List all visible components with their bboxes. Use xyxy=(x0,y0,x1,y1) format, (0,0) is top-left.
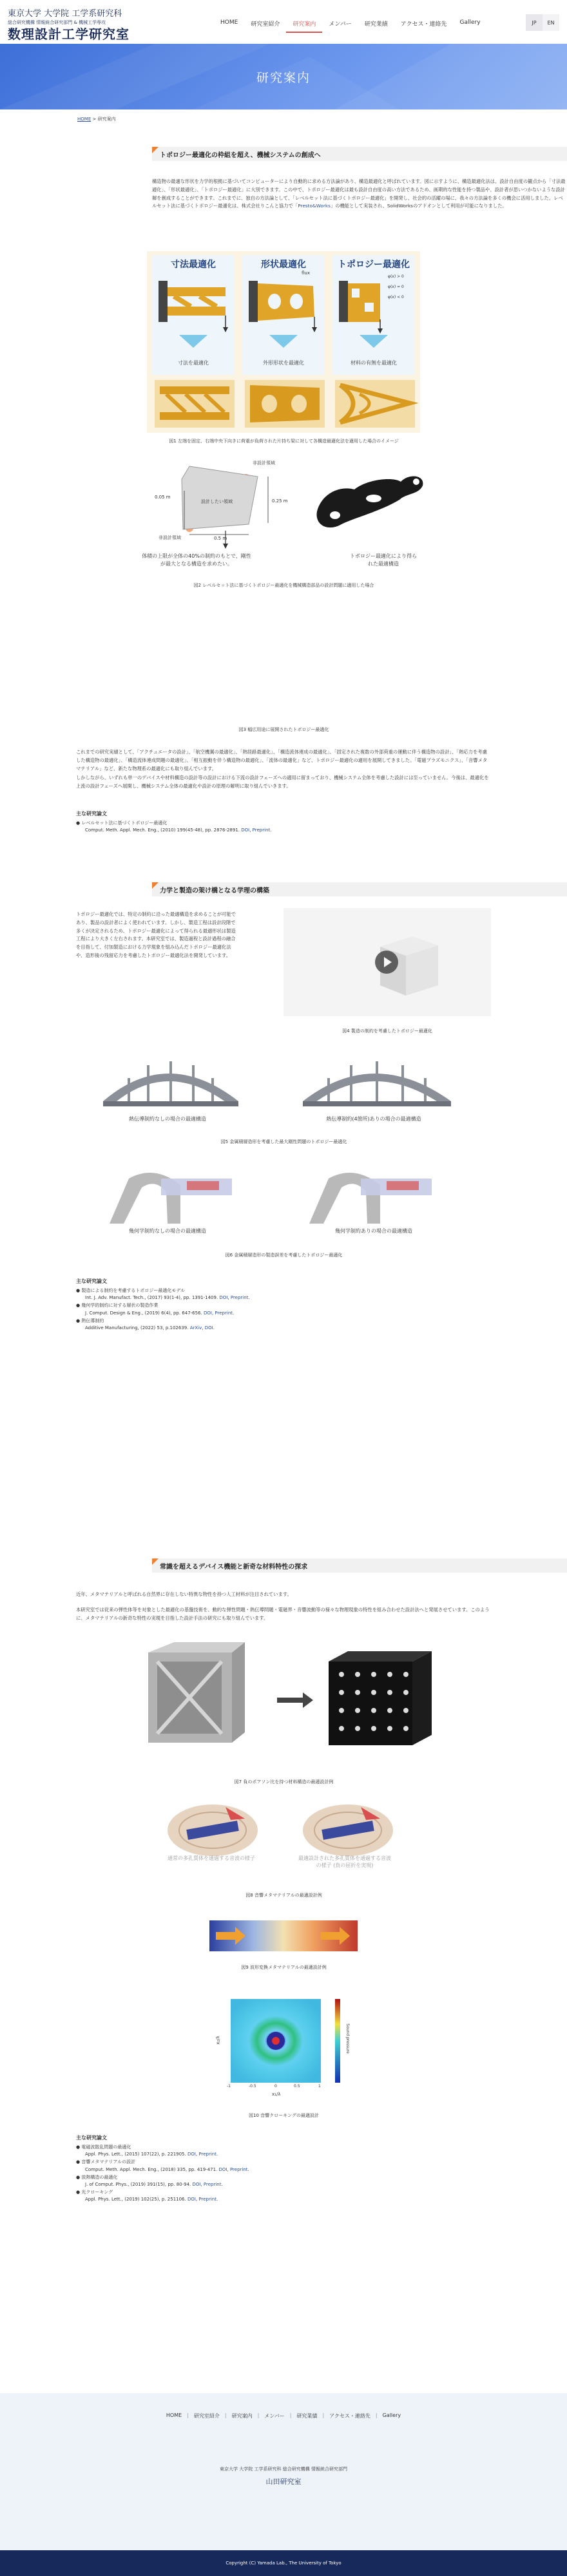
nav-access[interactable]: アクセス・連絡先 xyxy=(400,21,447,28)
page-hero xyxy=(0,44,567,109)
paper-item xyxy=(76,2159,492,2173)
footer-nav: HOME | 研究室紹介 | 研究案内 | メンバー | 研究業績 | アクセス・連絡先 | Gallery xyxy=(0,2393,567,2420)
phi-zero-label: φ(x) = 0 xyxy=(388,285,404,289)
play-icon[interactable] xyxy=(375,951,398,974)
arxiv-link[interactable]: ArXiv xyxy=(189,1325,202,1331)
paper-item xyxy=(76,1287,492,1302)
panel-topology-optimization xyxy=(332,255,415,383)
paper-item xyxy=(76,1318,492,1332)
paper-journal: Appl. Phys. Lett., (2015) 107(22), p. 221905. DOI, Preprint. xyxy=(85,2152,218,2157)
footer-lab-name: 山田研究室 xyxy=(265,2477,302,2486)
doi-link[interactable]: DOI xyxy=(241,828,250,833)
papers-heading: 主な研究論文 xyxy=(76,1278,107,1284)
acoustic-right-label: 最適設計された多孔質体を通過する音波の様子 (負の屈折を実現) xyxy=(298,1855,391,1869)
preprint-link[interactable]: Preprint xyxy=(230,1295,249,1301)
nav-members[interactable]: メンバー xyxy=(329,21,352,28)
paper-item xyxy=(76,2189,492,2203)
figure-negative-poisson xyxy=(135,1642,445,1771)
geometry-right-label: 幾何学制約ありの場合の最適構造 xyxy=(335,1228,412,1234)
panel-topology-label: 材料の有無を最適化 xyxy=(351,360,397,366)
section-metamaterials xyxy=(152,1558,567,1573)
papers-heading: 主な研究論文 xyxy=(76,2135,107,2141)
presto-works-link[interactable]: Presto&Works xyxy=(298,203,331,209)
paper-journal: Appl. Phys. Lett., (2019) 102(25), p. 251106. DOI, Preprint. xyxy=(85,2197,218,2202)
video-player[interactable] xyxy=(284,908,491,1016)
doi-link[interactable]: DOI xyxy=(204,1310,212,1316)
bridge-right-label: 熱伝導制約(4箇所)ありの場合の最適構造 xyxy=(326,1116,421,1122)
figure8-caption: 図8 音響メタマテリアルの最適設計例 xyxy=(245,1893,322,1898)
cloaking-xlabel: x₁/λ xyxy=(272,2092,281,2097)
footer-nav-publications[interactable]: 研究業績 xyxy=(296,2413,318,2419)
cloaking-ylabel: x₂/λ xyxy=(215,2036,221,2045)
paper-title: ● 製造による制約を考慮するトポロジー最適化モデル xyxy=(76,1288,185,1293)
site-footer xyxy=(0,2393,567,2576)
tick-label: 0.5 xyxy=(294,2084,300,2088)
size-optimization-diagram xyxy=(152,270,235,367)
figure-optimization-types xyxy=(147,251,420,386)
figure5-caption: 図5 金属積層造形を考慮した最大剛性問題のトポロジー最適化 xyxy=(220,1139,347,1144)
global-nav xyxy=(214,19,487,33)
doi-link[interactable]: DOI xyxy=(204,1325,213,1331)
intro-text-b: 」の機能として実装され、SolidWorksのアドオンとして利用が可能になりました。 xyxy=(330,203,507,209)
design-problem-description: 体積の上限が全体の40%の制約のもとで、剛性が最大となる構造を求めたい。 xyxy=(142,553,251,567)
figure-design-problem xyxy=(122,453,445,550)
section-topology xyxy=(152,147,567,211)
tick-label: 0 xyxy=(274,2084,277,2088)
footer-address: 東京大学 大学院 工学系研究科 総合研究機構 情報統合研究部門 xyxy=(220,2467,347,2472)
design-region-label: 設計したい領域 xyxy=(201,499,233,504)
footer-nav-members[interactable]: メンバー xyxy=(264,2413,285,2419)
section-heading: トポロジー最適化の枠組を超え、機械システムの創成へ xyxy=(152,147,567,161)
panel-size-label: 寸法を最適化 xyxy=(178,360,209,366)
paper-title: ● レベルセット法に基づくトポロジー最適化 xyxy=(76,820,168,826)
sec1-papers xyxy=(76,799,492,834)
copyright: Copyright (C) Yamada Lab., The University of Tokyo xyxy=(0,2550,567,2576)
figure3-caption: 図3 幅広用途に展開されたトポロジー最適化 xyxy=(238,727,329,732)
breadcrumb-current: 研究案内 xyxy=(97,117,116,122)
panel-shape-label: 外形形状を最適化 xyxy=(263,360,304,366)
figure-optimization-results xyxy=(147,375,420,433)
lang-en-button[interactable]: EN xyxy=(543,14,559,31)
nav-home[interactable]: HOME xyxy=(220,19,238,26)
paper-journal: Additive Manufacturing, (2022) 53, p.102639. ArXiv, DOI. xyxy=(85,1325,215,1331)
panel-topology-title: トポロジー最適化 xyxy=(338,260,410,270)
tick-label: -1 xyxy=(227,2084,231,2088)
papers-heading: 主な研究論文 xyxy=(76,811,107,817)
paper-title: ● 電磁波散乱問題の最適化 xyxy=(76,2145,131,2150)
breadcrumb-separator: > xyxy=(92,117,97,122)
figure-bridge-structures xyxy=(90,1039,477,1110)
preprint-link[interactable]: Preprint xyxy=(198,2152,216,2157)
panel-shape-title: 形状最適化 xyxy=(261,260,306,270)
figure4-caption: 図4 製造の制約を考慮したトポロジー最適化 xyxy=(342,1028,432,1034)
flux-label: flux xyxy=(302,270,310,276)
nondesign-bottom-label: 非設計領域 xyxy=(159,535,181,540)
figure2-caption: 図2 レベルセット法に基づくトポロジー最適化を機械構造部品の設計問題に適用した場合 xyxy=(193,583,374,588)
nondesign-top-label: 非設計領域 xyxy=(253,460,275,466)
figure-manufacturing-error xyxy=(90,1159,477,1230)
phi-positive-label: φ(x) > 0 xyxy=(388,274,404,279)
doi-link[interactable]: DOI xyxy=(218,2166,227,2172)
paper-title: ● 放熱構造の最適化 xyxy=(76,2174,118,2180)
footer-nav-gallery[interactable]: Gallery xyxy=(382,2412,401,2418)
doi-link[interactable]: DOI xyxy=(187,2197,196,2202)
optimal-structure-description: トポロジー最適化により得られた最適構造 xyxy=(350,553,417,567)
preprint-link[interactable]: Preprint xyxy=(252,828,271,833)
sec3-papers xyxy=(76,2123,492,2204)
footer-nav-access[interactable]: アクセス・連絡先 xyxy=(329,2413,370,2419)
footer-nav-lab-intro[interactable]: 研究室紹介 xyxy=(193,2413,220,2419)
paper-journal: Comput. Meth. Appl. Mech. Eng., (2018) 335, pp. 419-471. DOI, Preprint. xyxy=(85,2166,249,2172)
paper-journal: Int. J. Adv. Manufact. Tech., (2017) 93(1-4), pp. 1391-1409. DOI, Preprint. xyxy=(85,1295,250,1301)
dimension-label-3: 0.5 m xyxy=(214,536,227,541)
dimension-label-1: 0.05 m xyxy=(155,495,171,500)
breadcrumb-home-link[interactable]: HOME xyxy=(77,117,91,122)
panel-shape-optimization xyxy=(242,255,325,383)
phi-negative-label: φ(x) < 0 xyxy=(388,295,404,299)
cloaking-field-plot xyxy=(213,1990,361,2099)
lang-jp-button[interactable]: JP xyxy=(526,14,543,31)
figure1-caption: 図1 左端を固定、右端中央下向きに荷重が負荷された片持ち梁に対して各構造最適化法を適用した場合のイメージ xyxy=(169,439,399,444)
figure-acoustic-cloaking xyxy=(213,1990,361,2099)
tick-label: -0.5 xyxy=(249,2084,256,2088)
footer-nav-home[interactable]: HOME xyxy=(166,2412,182,2418)
tick-label: 1 xyxy=(318,2084,321,2088)
breadcrumb xyxy=(0,109,567,147)
doi-link[interactable]: DOI xyxy=(192,2181,201,2187)
acoustic-left-label: 通常の多孔質体を通過する音波の様子 xyxy=(168,1855,255,1861)
preprint-link[interactable]: Preprint xyxy=(215,1310,233,1316)
figure10-caption: 図10 音響クローキングの最適設計 xyxy=(249,2113,319,2118)
panel-size-title: 寸法最適化 xyxy=(171,260,216,270)
logo-department: 総合研究機構 情報統合研究部門 & 機械工学専攻 xyxy=(8,20,106,26)
figure7-caption: 図7 負のポアソン比を持つ材料構造の最適設計例 xyxy=(234,1779,334,1785)
site-logo[interactable] xyxy=(8,9,130,43)
paper-journal: J. of Comput. Phys., (2019) 391(15), pp. 80-94. DOI, Preprint. xyxy=(85,2181,223,2187)
section-intro-text xyxy=(152,178,567,211)
metamaterial-text-2: 本研究室では従来の弾性体等を対象とした最適化の基盤技術を、動的な弾性問題・熱伝導問題・電磁界・音響波動等の様々な物理現象の特性を組み合わせた設計法へと発展させています。このように、メタマテリアルの新奇な特性の実現を目指した設計手法の研究にも取り組んでいます。 xyxy=(76,1607,490,1621)
preprint-link[interactable]: Preprint xyxy=(229,2166,248,2172)
cloaking-cbar-label: Sound pressure xyxy=(345,2023,350,2054)
paper-item xyxy=(76,2174,492,2188)
paper-title: ● 幾何学的制約に対する層状の製造作業 xyxy=(76,1303,159,1309)
section-manufacturing xyxy=(152,882,567,896)
bridge-left-label: 熱伝導制約なしの場合の最適構造 xyxy=(129,1116,206,1122)
figure-acoustic-metamaterial xyxy=(148,1797,419,1861)
language-switch xyxy=(526,14,559,31)
intro-text-a: 構造物の最適な形状を力学的根拠に基づいてコンピューターにより自動的に求める方法論があり、構造最適化と呼ばれています。図に示すように、構造最適化法は、設計自由度の観点から「寸法最適化」、「形状最適化」、「トポロジー最適化」に大別できます。この中で、トポロジー最適化は最も設計自由度の高い方法であるため、画期的な性能を持つ製品や、設計者が思いつかないような設計解を創成することができます。これまでに、独自の方法論として、「レベルセット法に基づくトポロジー最適化」を開発し、社会的の活躍の場に、我々の方法論を多くの機会に活用しました。レベルセット法に基づくトポロジー最適化は、株式会社りこんと協力で「 xyxy=(152,178,566,209)
nav-gallery[interactable]: Gallery xyxy=(459,19,481,26)
shape-optimization-diagram xyxy=(242,270,325,367)
page-title: 研究案内 xyxy=(256,70,311,85)
paper-title: ● 光クローキング xyxy=(76,2190,113,2195)
preprint-link[interactable]: Preprint xyxy=(203,2181,222,2187)
logo-university: 東京大学 大学院 工学系研究科 xyxy=(8,9,122,19)
figure-wave-conversion xyxy=(209,1917,358,1955)
paper-item xyxy=(76,2144,492,2158)
nav-publications[interactable]: 研究業績 xyxy=(364,21,388,28)
doi-link[interactable]: DOI xyxy=(187,2152,196,2157)
paper-title: ● 音響メタマテリアルの設計 xyxy=(76,2159,136,2165)
site-header xyxy=(0,0,567,44)
doi-link[interactable]: DOI xyxy=(219,1295,228,1301)
footer-nav-research[interactable]: 研究案内 xyxy=(231,2413,253,2419)
figure6-caption: 図6 金属積層造形の製造誤差を考慮したトポロジー最適化 xyxy=(225,1253,343,1258)
manufacturing-text: トポロジー最適化では、特定の制約に沿った最適構造を求めることが可能であり、製品の設計者によく使われています。しかし、製造工程は設計段階で多くが決定されるため、トポロジー最適化によって得られる最適形状は製造工程により大きく左右されます。本研究室では、製造過程と設計過程の融合を目指して、付加製造における力学現象を組み込んだトポロジー最適化法や、造形後の残留応力を考慮したトポロジー最適化法を開発しています。 xyxy=(76,911,236,958)
nav-lab-intro[interactable]: 研究室紹介 xyxy=(251,21,280,28)
paper-journal: Comput. Meth. Appl. Mech. Eng., (2010) 199(45-48), pp. 2876-2891. DOI, Preprint. xyxy=(85,828,272,833)
figure9-caption: 図9 波形変換メタマテリアルの最適設計例 xyxy=(241,1965,327,1970)
panel-size-optimization xyxy=(152,255,235,383)
metamaterial-text-1: 近年、メタマテリアルと呼ばれる自然界に存在しない特異な物性を持つ人工材料が注目されています。 xyxy=(76,1591,292,1597)
research-history-text: これまでの研究実績として、「アクチュエータの設計」、「航空機翼の最適化」、「熱経路最適化」、「構造流体連成の最適化」、「固定された複数の外部荷重の運動に伴う構造物の設計」、「熱応力を考慮した構造物の最適化」、「構造流体連成問題の最適化」、「相互振動を伴う構造物の最適化」、「流体の最適化」など、トポロジー最適化の適用を展開してきました。「電磁プラズモニクス」、「音響メタマテリアル」など、新たな物理系の最適化にも取り組んでいます。 xyxy=(76,749,488,772)
logo-lab-name: 数理設計工学研究室 xyxy=(8,26,130,42)
paper-title: ● 熱伝導制約 xyxy=(76,1318,104,1323)
geometry-left-label: 幾何学制約なしの場合の最適構造 xyxy=(129,1228,206,1234)
section-heading: 常識を超えるデバイス機能と新奇な材料特性の探求 xyxy=(152,1558,567,1573)
paper-item xyxy=(76,820,492,834)
preprint-link[interactable]: Preprint xyxy=(198,2197,216,2202)
nav-research[interactable]: 研究案内 xyxy=(286,19,322,33)
dimension-label-2: 0.25 m xyxy=(272,498,288,504)
paper-journal: J. Comput. Design & Eng., (2019) 6(4), pp. 647-656. DOI, Preprint. xyxy=(85,1310,235,1316)
section-heading: 力学と製造の架け橋となる学理の構築 xyxy=(152,882,567,896)
sec2-papers xyxy=(76,1266,492,1332)
paper-item xyxy=(76,1302,492,1316)
research-future-text: しかしながら、いずれも単一のデバイスや材料構造の設計等の設計における下流の設計フェーズへの適用に留まっており、機械システム全体を考慮した設計には至っていません。今後は、最適化を上流の設計フェーズへ展開し、機械システム全体の最適化や設計の原理の解明に取り組んでいきます。 xyxy=(76,775,489,789)
